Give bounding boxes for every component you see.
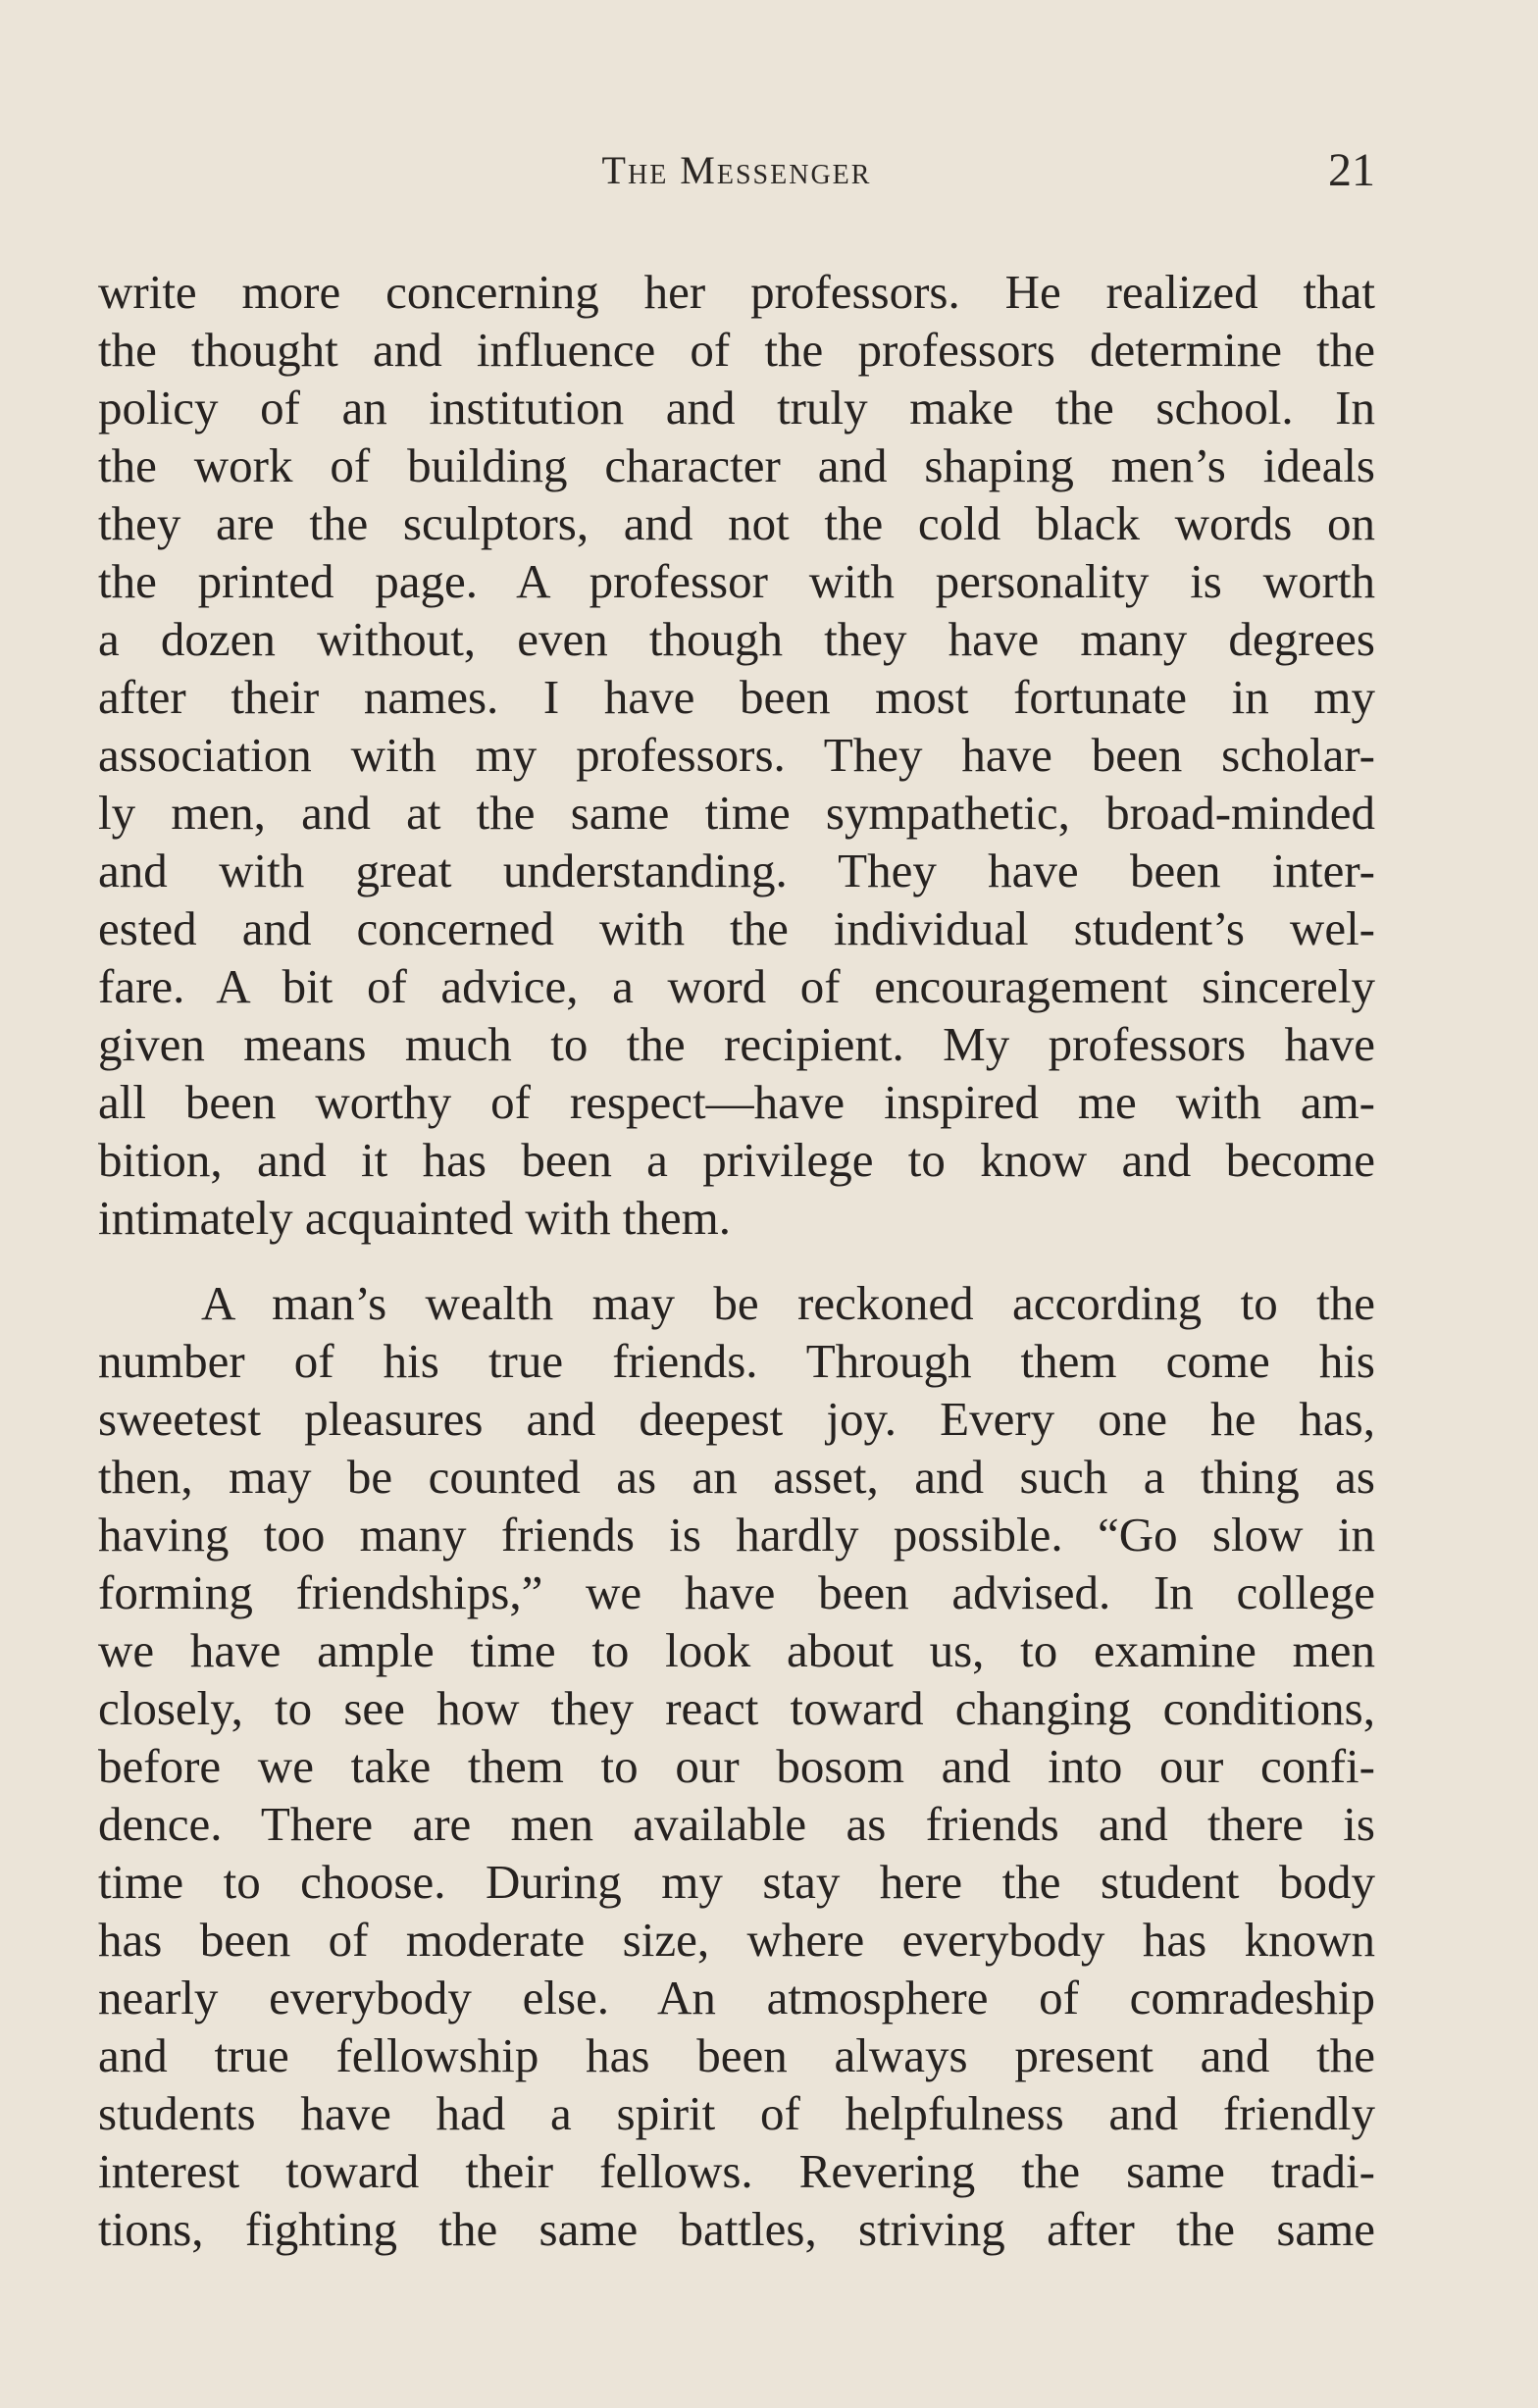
- text-line: time to choose. During my stay here the student body: [98, 1855, 1375, 1909]
- text-line: they are the sculptors, and not the cold black words on: [98, 496, 1375, 550]
- text-line: students have had a spirit of helpfulness and friendly: [98, 2086, 1375, 2140]
- text-line: having too many friends is hardly possible. “Go slow in: [98, 1508, 1375, 1562]
- body-text: [98, 263, 1375, 2258]
- journal-title: The Messenger: [601, 148, 872, 192]
- text-line: before we take them to our bosom and into our confi-: [98, 1739, 1375, 1793]
- text-line: has been of moderate size, where everybody has known: [98, 1913, 1375, 1967]
- text-line: interest toward their fellows. Revering the same tradi-: [98, 2144, 1375, 2198]
- text-line: given means much to the recipient. My professors have: [98, 1017, 1375, 1071]
- paragraph: [98, 1274, 1375, 2258]
- text-line: the work of building character and shaping men’s ideals: [98, 438, 1375, 492]
- text-line: association with my professors. They have been scholar-: [98, 728, 1375, 782]
- text-line: closely, to see how they react toward changing conditions,: [98, 1681, 1375, 1735]
- text-line: policy of an institution and truly make the school. In: [98, 381, 1375, 435]
- text-line: and with great understanding. They have been inter-: [98, 844, 1375, 897]
- text-line: ly men, and at the same time sympathetic, broad-minded: [98, 786, 1375, 840]
- text-line: the printed page. A professor with personality is worth: [98, 554, 1375, 608]
- text-line: we have ample time to look about us, to examine men: [98, 1623, 1375, 1677]
- text-line: tions, fighting the same battles, striving after the same: [98, 2202, 1375, 2256]
- text-line: forming friendships,” we have been advised. In college: [98, 1565, 1375, 1619]
- text-line: the thought and influence of the professors determine the: [98, 323, 1375, 377]
- paragraph: [98, 263, 1375, 1247]
- text-line: after their names. I have been most fortunate in my: [98, 670, 1375, 724]
- text-line: all been worthy of respect—have inspired me with am-: [98, 1075, 1375, 1129]
- text-line: a dozen without, even though they have many degrees: [98, 612, 1375, 666]
- text-line: bition, and it has been a privilege to know and become: [98, 1133, 1375, 1187]
- text-line: A man’s wealth may be reckoned according to the: [201, 1276, 1375, 1330]
- text-line: fare. A bit of advice, a word of encouragement sincerely: [98, 959, 1375, 1013]
- page-number: 21: [1328, 144, 1375, 196]
- text-line: write more concerning her professors. He realized that: [98, 265, 1375, 319]
- text-line: dence. There are men available as friends and there is: [98, 1797, 1375, 1851]
- text-line: and true fellowship has been always present and the: [98, 2028, 1375, 2082]
- text-line: ested and concerned with the individual student’s wel-: [98, 901, 1375, 955]
- text-line: sweetest pleasures and deepest joy. Every one he has,: [98, 1392, 1375, 1446]
- text-line: number of his true friends. Through them come his: [98, 1334, 1375, 1388]
- text-line: intimately acquainted with them.: [98, 1191, 731, 1245]
- running-head: [98, 144, 1375, 206]
- text-line: then, may be counted as an asset, and such a thing as: [98, 1450, 1375, 1504]
- text-line: nearly everybody else. An atmosphere of comradeship: [98, 1971, 1375, 2024]
